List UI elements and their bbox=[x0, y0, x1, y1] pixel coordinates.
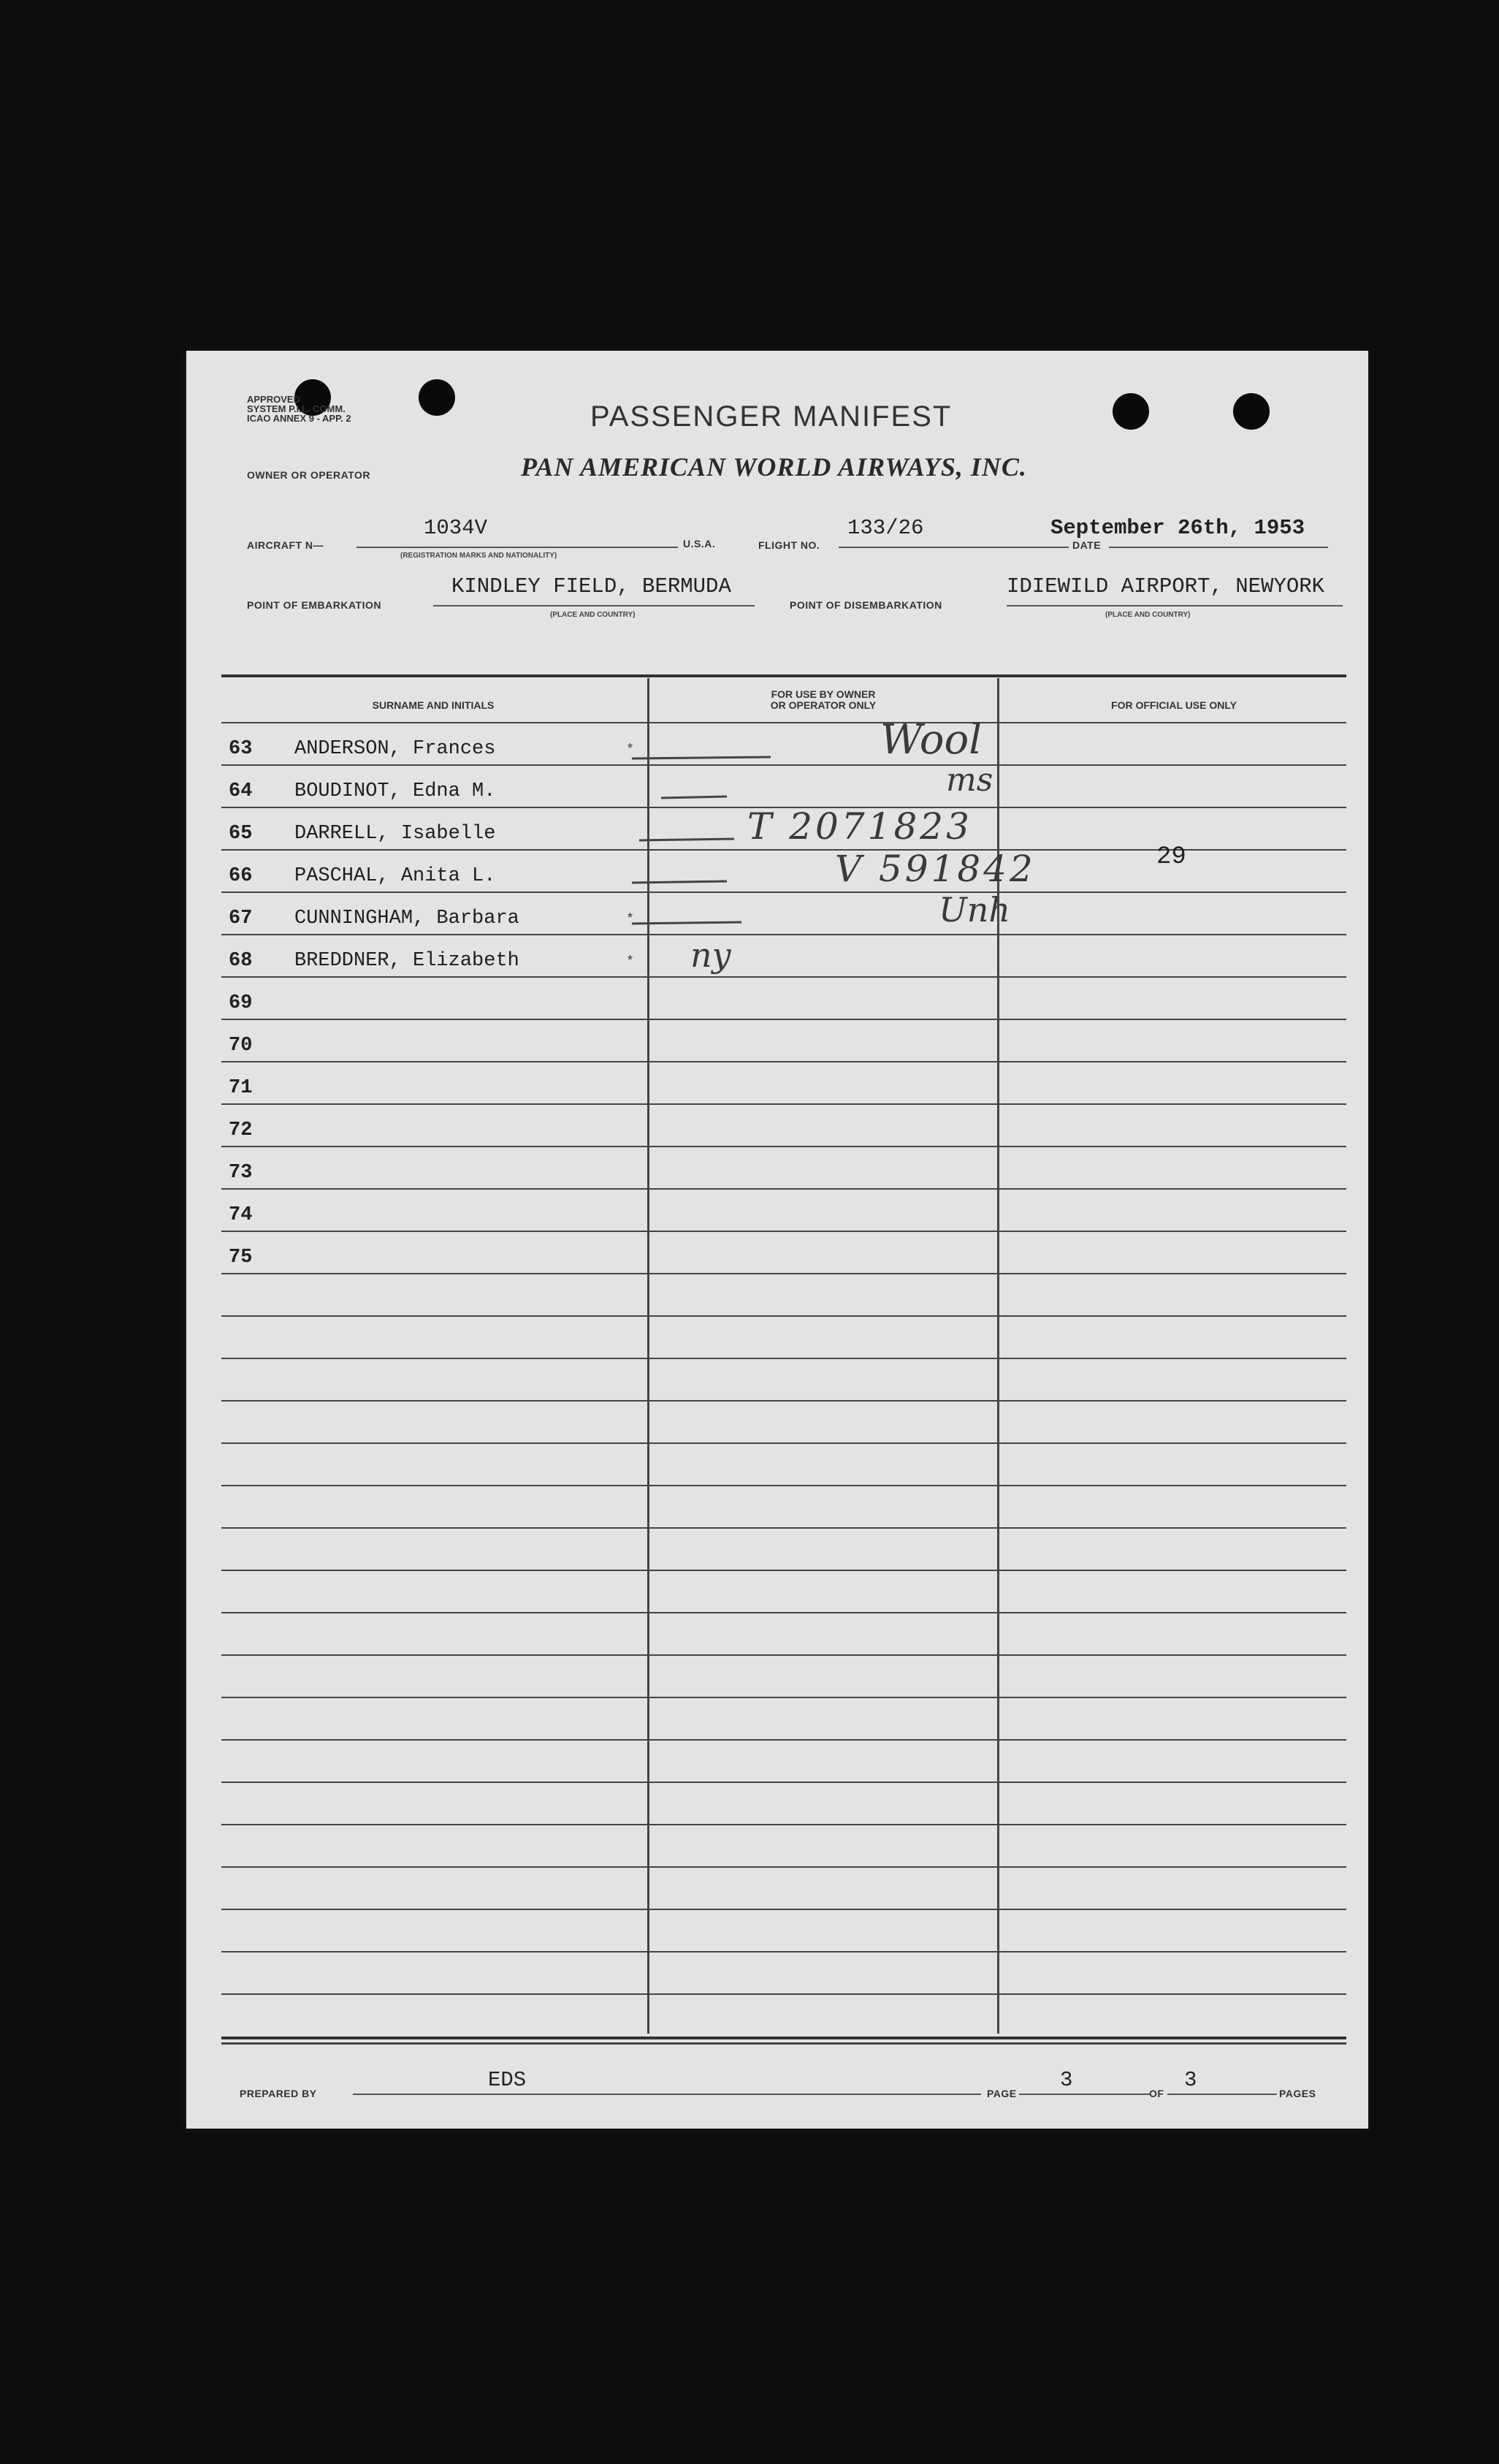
disembarkation-value: IDIEWILD AIRPORT, NEWYORK bbox=[1007, 574, 1325, 598]
row-number: 65 bbox=[229, 823, 253, 845]
row-rule bbox=[221, 1188, 1346, 1190]
official-note: 29 bbox=[1156, 843, 1186, 871]
handwritten-note: T 2071823 bbox=[747, 805, 972, 848]
page-value: 3 bbox=[1060, 2068, 1073, 2092]
row-rule bbox=[221, 1654, 1346, 1656]
passenger-name: PASCHAL, Anita L. bbox=[294, 865, 496, 887]
row-rule bbox=[221, 1782, 1346, 1783]
row-number: 72 bbox=[229, 1119, 253, 1141]
approval-line: APPROVED bbox=[247, 394, 300, 405]
airline-name: PAN AMERICAN WORLD AIRWAYS, INC. bbox=[521, 452, 1027, 482]
registration-sublabel: (REGISTRATION MARKS AND NATIONALITY) bbox=[400, 552, 557, 560]
row-rule bbox=[221, 1612, 1346, 1613]
row-rule bbox=[221, 1866, 1346, 1868]
row-number: 66 bbox=[229, 865, 253, 887]
row-rule bbox=[221, 1400, 1346, 1402]
approval-line: ICAO ANNEX 9 - APP. 2 bbox=[247, 413, 351, 424]
embarkation-sublabel: (PLACE AND COUNTRY) bbox=[550, 611, 636, 619]
embarkation-label: POINT OF EMBARKATION bbox=[247, 599, 381, 611]
row-rule bbox=[221, 1103, 1346, 1105]
row-asterisk: * bbox=[628, 741, 633, 756]
handwritten-note: ms bbox=[946, 761, 993, 799]
row-rule bbox=[221, 1019, 1346, 1020]
row-rule bbox=[221, 1909, 1346, 1910]
row-rule bbox=[221, 1315, 1346, 1317]
of-label: OF bbox=[1149, 2088, 1164, 2099]
row-asterisk: * bbox=[628, 953, 633, 967]
flight-value: 133/26 bbox=[847, 516, 924, 540]
aircraft-label: AIRCRAFT N— bbox=[247, 539, 324, 551]
row-number: 63 bbox=[229, 738, 253, 760]
manifest-sheet bbox=[186, 351, 1368, 2129]
handwritten-note: V 591842 bbox=[835, 848, 1036, 890]
row-number: 75 bbox=[229, 1247, 253, 1269]
row-rule bbox=[221, 1061, 1346, 1062]
row-rule bbox=[221, 1146, 1346, 1147]
row-number: 64 bbox=[229, 780, 253, 802]
page-label: PAGE bbox=[987, 2088, 1017, 2099]
handwritten-note: ny bbox=[690, 935, 731, 975]
row-rule bbox=[221, 1231, 1346, 1232]
owner-use-column-header bbox=[649, 689, 997, 711]
disembarkation-sublabel: (PLACE AND COUNTRY) bbox=[1105, 611, 1191, 619]
owner-use-header-line: OR OPERATOR ONLY bbox=[770, 699, 877, 711]
passenger-name: BOUDINOT, Edna M. bbox=[294, 780, 496, 802]
row-number: 68 bbox=[229, 950, 253, 972]
pen-dashes bbox=[625, 716, 785, 979]
punch-hole-icon bbox=[419, 379, 455, 416]
prepared-by-value: EDS bbox=[488, 2068, 527, 2092]
surname-column-header: SURNAME AND INITIALS bbox=[372, 699, 495, 711]
row-rule bbox=[221, 1358, 1346, 1359]
official-column-header: FOR OFFICIAL USE ONLY bbox=[1111, 699, 1237, 711]
punch-hole-icon bbox=[1113, 393, 1149, 430]
row-number: 67 bbox=[229, 908, 253, 929]
handwritten-note: Wool bbox=[880, 716, 983, 764]
table-bottom-rule bbox=[221, 2037, 1346, 2039]
row-rule bbox=[221, 1824, 1346, 1825]
owner-use-header-line: FOR USE BY OWNER bbox=[771, 688, 876, 700]
prepared-by-label: PREPARED BY bbox=[240, 2088, 317, 2099]
row-rule bbox=[221, 1951, 1346, 1952]
row-rule bbox=[221, 1739, 1346, 1741]
handwritten-note: Unh bbox=[939, 890, 1011, 929]
row-number: 71 bbox=[229, 1077, 253, 1099]
passenger-name: CUNNINGHAM, Barbara bbox=[294, 908, 519, 929]
row-rule bbox=[221, 1993, 1346, 1995]
approval-stamp bbox=[247, 395, 351, 423]
row-rule bbox=[221, 1273, 1346, 1274]
pages-label: PAGES bbox=[1279, 2088, 1316, 2099]
disembarkation-label: POINT OF DISEMBARKATION bbox=[790, 599, 942, 611]
form-title: PASSENGER MANIFEST bbox=[590, 400, 953, 433]
row-rule bbox=[221, 1485, 1346, 1486]
row-number: 73 bbox=[229, 1162, 253, 1184]
embarkation-value: KINDLEY FIELD, BERMUDA bbox=[451, 574, 731, 598]
row-rule bbox=[221, 1570, 1346, 1571]
of-value: 3 bbox=[1184, 2068, 1197, 2092]
approval-line: SYSTEM P.I.L. COMM. bbox=[247, 403, 346, 414]
row-number: 70 bbox=[229, 1035, 253, 1057]
row-rule bbox=[221, 1697, 1346, 1698]
row-number: 74 bbox=[229, 1204, 253, 1226]
row-number: 69 bbox=[229, 992, 253, 1014]
table-top-rule bbox=[221, 674, 1346, 677]
passenger-name: ANDERSON, Frances bbox=[294, 738, 496, 760]
date-label: DATE bbox=[1072, 539, 1102, 551]
flight-label: FLIGHT NO. bbox=[758, 539, 820, 551]
row-asterisk: * bbox=[628, 910, 633, 925]
row-rule bbox=[221, 1442, 1346, 1444]
date-value: September 26th, 1953 bbox=[1050, 516, 1305, 540]
row-rule bbox=[221, 1527, 1346, 1529]
owner-label: OWNER OR OPERATOR bbox=[247, 469, 370, 481]
passenger-name: BREDDNER, Elizabeth bbox=[294, 950, 519, 972]
passenger-name: DARRELL, Isabelle bbox=[294, 823, 496, 845]
usa-label: U.S.A. bbox=[683, 538, 716, 550]
aircraft-value: 1034V bbox=[424, 516, 488, 540]
punch-hole-icon bbox=[1233, 393, 1270, 430]
